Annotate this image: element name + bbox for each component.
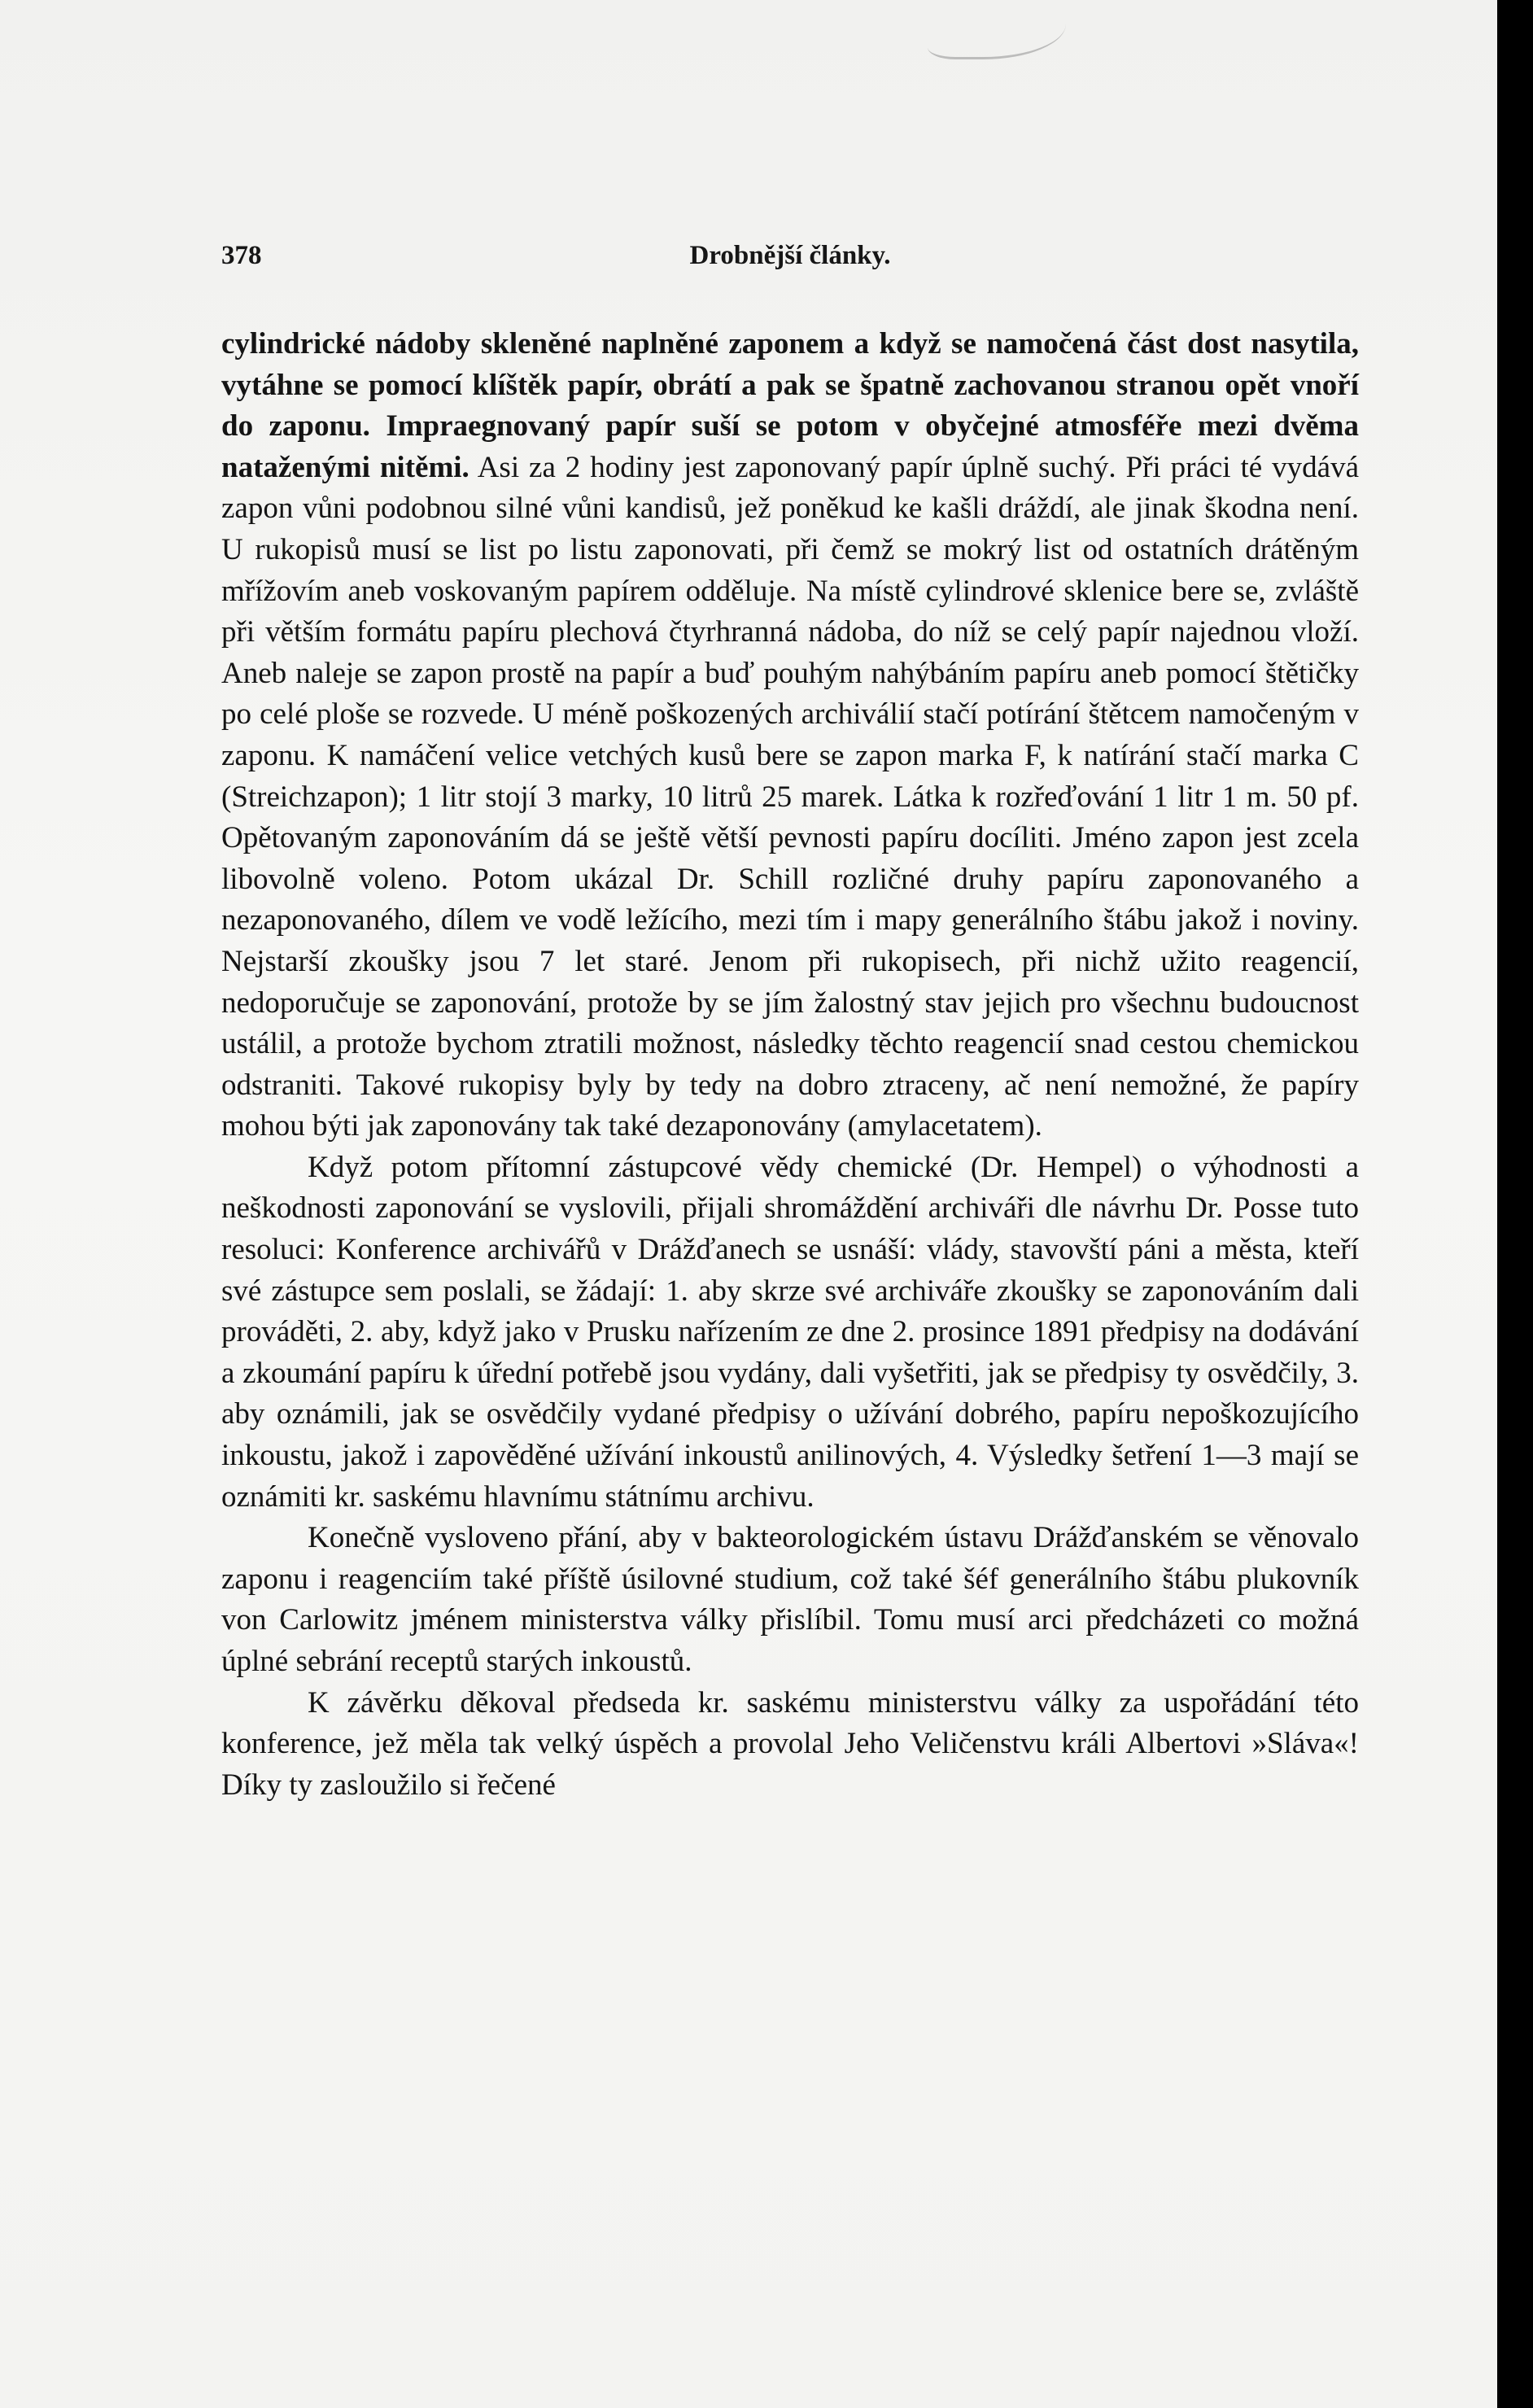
paragraph: K závěrku děkoval předseda kr. saskému ministerstvu války za uspořádání této konference, jež měla tak velký úspěch a provolal Jeho Veličenstvu králi Albertovi »Sláva«! Díky ty zasloužilo si řečené (221, 1685, 1359, 1802)
paragraph: Když potom přítomní zástupcové vědy chemické (Dr. Hempel) o výhodnosti a neškodnosti zaponování se vyslovili, přijali shromáždění archiváři dle návrhu Dr. Posse tuto resoluci: Konference archivářů v Drážďanech se usnáší: vlády, stavovští páni a města, kteří své zástupce sem poslali, se žádají: 1. aby skrze své archiváře zkoušky se zaponováním dali prováděti, 2. aby, když jako v Prusku nařízením ze dne 2. prosince 1891 předpisy na dodávání a zkoumání papíru k úřední potřebě jsou vydány, dali vyšetřiti, jak se předpisy ty osvědčily, 3. aby oznámili, jak se osvědčily vydané předpisy o užívání dobrého, papíru nepoškozujícího inkoustu, jakož i zapověděné užívání inkoustů anilinových, 4. Výsledky šetření 1—3 mají se oznámiti kr. saskému hlavnímu státnímu archivu. (221, 1150, 1359, 1514)
paragraph: Konečně vysloveno přání, aby v bakteorologickém ústavu Drážďanském se věnovalo zaponu i reagenciím také příště úsilovné studium, což také šéf generálního štábu plukovník von Carlowitz jménem ministerstva války přislíbil. Tomu musí arci předcházeti co možná úplné sebrání receptů starých inkoustů. (221, 1521, 1359, 1678)
paragraph-bold-segment: cylindrické nádoby skleněné naplněné zaponem a když se namočená část dost nasytila, vytáhne se pomocí klíštěk papír, obrátí a pak se špatně zachovanou stranou opět vnoří do zaponu. Impraegnovaný papír suší se potom v obyčejné atmosféře mezi dvěma nataženými nitěmi. (221, 327, 1359, 484)
paragraph (221, 324, 1359, 1147)
running-title: Drobnější články. (689, 241, 891, 270)
page-fold-mark (928, 0, 1066, 59)
paragraph-segment: Asi za 2 hodiny jest zaponovaný papír úplně suchý. Při práci té vydává zapon vůni podobnou silné vůni kandisů, jež poněkud ke kašli dráždí, ale jinak škodna není. U rukopisů musí se list po listu zaponovati, při čemž se mokrý list od ostatních drátěným mřížovím aneb voskovaným papírem odděluje. Na místě cylindrové sklenice bere se, zvláště při větším formátu papíru plechová čtyrhranná nádoba, do níž se celý papír najednou vloží. Aneb naleje se zapon prostě na papír a buď pouhým nahýbáním papíru aneb pomocí štětičky po celé ploše se rozvede. U méně poškozených archiválií stačí potírání štětcem namočeným v zaponu. K namáčení velice vetchých kusů bere se zapon marka F, k natírání stačí marka C (Streichzapon); 1 litr stojí 3 marky, 10 litrů 25 marek. Látka k rozřeďování 1 litr 1 m. 50 pf. Opětovaným zaponováním dá se ještě větší pevnosti papíru docíliti. Jméno zapon jest zcela libovolně voleno. Potom ukázal Dr. Schill rozličné druhy papíru zaponovaného a nezaponovaného, dílem ve vodě ležícího, mezi tím i mapy generálního štábu jakož i noviny. Nejstarší zkoušky jsou 7 let staré. Jenom při rukopisech, při nichž užito reagencií, nedoporučuje se zaponování, protože by se jím žalostný stav jejich pro všechnu budoucnost ustálil, a protože bychom ztratili možnost, následky těchto reagencií snad cestou chemickou odstraniti. Takové rukopisy byly by tedy na dobro ztraceny, ač není nemožné, že papíry mohou býti jak zaponovány tak také dezaponovány (amylacetatem). (221, 450, 1359, 1143)
body-text (221, 324, 1359, 1806)
running-head (221, 241, 1359, 282)
page-number: 378 (221, 241, 262, 270)
